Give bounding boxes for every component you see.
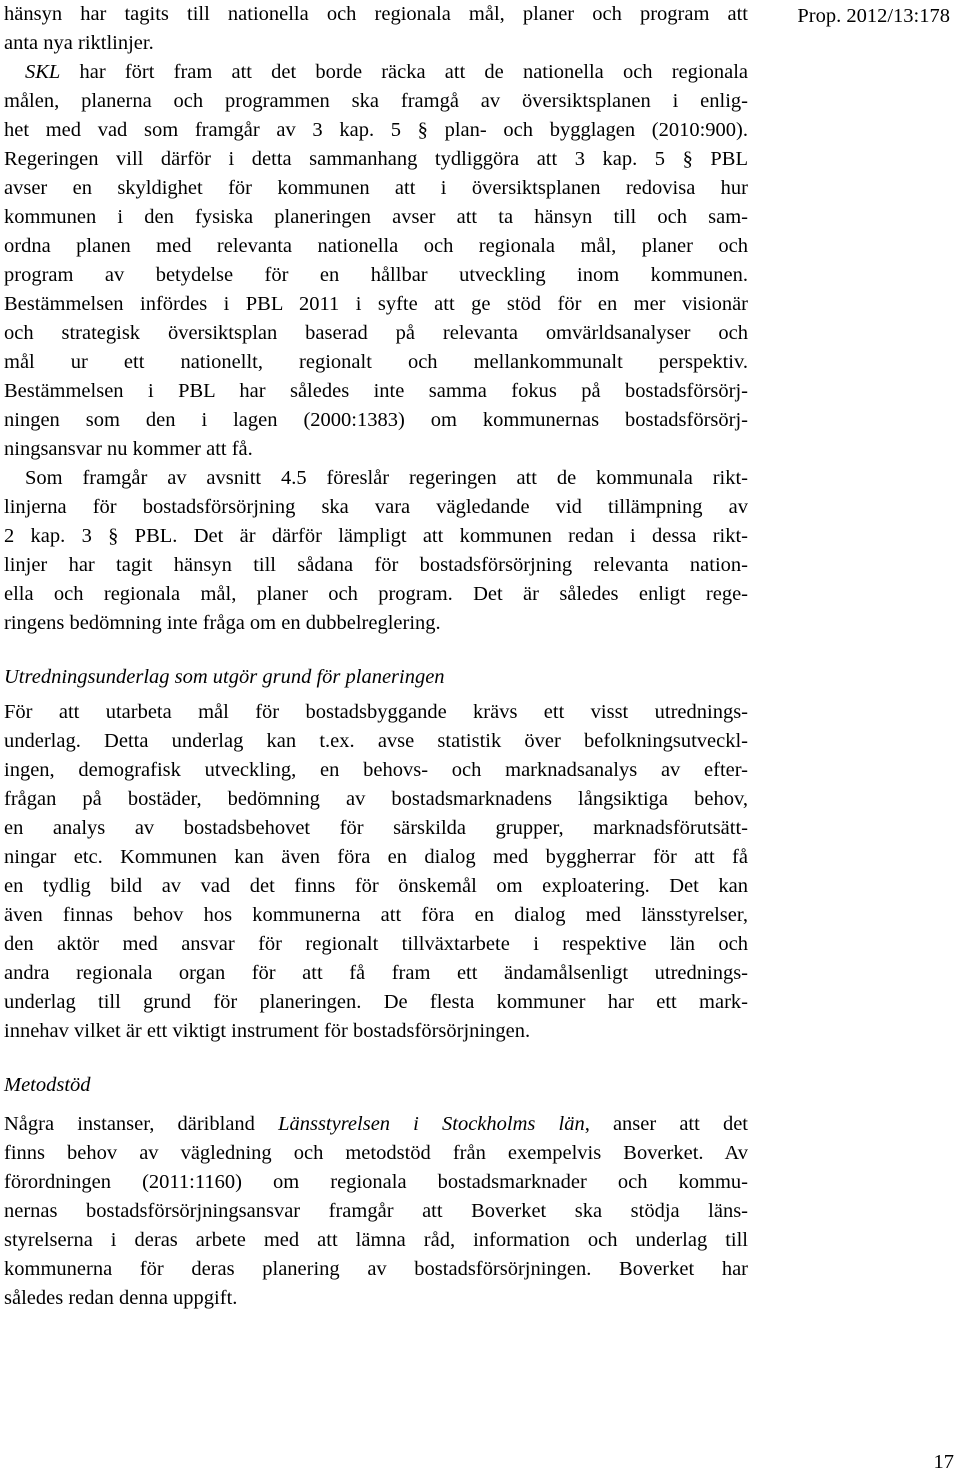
text-line: avser en skyldighet för kommunen att i översiktsplanen redovisa hur (4, 177, 748, 199)
text-line: mål ur ett nationellt, regionalt och mellankommunalt perspektiv. (4, 351, 748, 373)
text-line: ordna planen med relevanta nationella och regionala mål, planer och (4, 235, 748, 257)
text-line: Bestämmelsen infördes i PBL 2011 i syfte att ge stöd för en mer visionär (4, 293, 748, 315)
text-line: het med vad som framgår av 3 kap. 5 § plan- och bygglagen (2010:900). (4, 119, 748, 141)
paragraph-skl (4, 58, 748, 464)
text-line: ningar etc. Kommunen kan även föra en dialog med byggherrar för att få (4, 846, 748, 868)
section-utredningsunderlag (4, 663, 748, 1046)
section-heading: Utredningsunderlag som utgör grund för planeringen (4, 666, 445, 688)
text-line: Som framgår av avsnitt 4.5 föreslår regeringen att de kommunala rikt- (25, 467, 748, 489)
text-line: Regeringen vill därför i detta sammanhang tydliggöra att 3 kap. 5 § PBL (4, 148, 748, 170)
text-line: hänsyn har tagits till nationella och regionala mål, planer och program att (4, 3, 748, 25)
text-line: även finnas behov hos kommunerna att föra en dialog med länsstyrelser, (4, 904, 748, 926)
section-metodstod (4, 1071, 748, 1313)
page-number: 17 (933, 1451, 954, 1473)
text-line: andra regionala organ för att få fram ett ändamålsenligt utrednings- (4, 962, 748, 984)
text-fragment: , anser att det (584, 1113, 748, 1135)
text-line: linjer har tagit hänsyn till sådana för bostadsförsörjning relevanta nation- (4, 554, 748, 576)
organization-name: SKL (25, 61, 61, 83)
paragraph-continuation (4, 0, 748, 58)
text-fragment: Några instanser, däribland (4, 1113, 279, 1135)
text-line: Bestämmelsen i PBL har således inte samma fokus på bostadsförsörj- (4, 380, 748, 402)
text-line: ningsansvar nu kommer att få. (4, 438, 253, 460)
section-heading: Metodstöd (4, 1074, 91, 1096)
body-text-column (4, 0, 748, 1313)
text-line: För att utarbeta mål för bostadsbyggande krävs ett visst utrednings- (4, 701, 748, 723)
text-line: ingen, demografisk utveckling, en behovs- och marknadsanalys av efter- (4, 759, 748, 781)
text-line: frågan på bostäder, bedömning av bostadsmarknadens långsiktiga behov, (4, 788, 748, 810)
text-line: anta nya riktlinjer. (4, 32, 154, 54)
text-line: målen, planerna och programmen ska framgå av översiktsplanen i enlig- (4, 90, 748, 112)
text-fragment: har fört fram att det borde räcka att de nationella och regionala (60, 61, 748, 83)
text-line: nernas bostadsförsörjningsansvar framgår att Boverket ska stödja läns- (4, 1200, 748, 1222)
text-line: och strategisk översiktsplan baserad på relevanta omvärldsanalyser och (4, 322, 748, 344)
text-line: en analys av bostadsbehovet för särskilda grupper, marknadsförutsätt- (4, 817, 748, 839)
text-line: en tydlig bild av vad det finns för önskemål om exploatering. Det kan (4, 875, 748, 897)
text-line: kommunerna för deras planering av bostadsförsörjningen. Boverket har (4, 1258, 748, 1280)
proposition-reference: Prop. 2012/13:178 (797, 5, 950, 27)
text-line: underlag till grund för planeringen. De flesta kommuner har ett mark- (4, 991, 748, 1013)
text-line (4, 1110, 748, 1139)
text-line: ningen som den i lagen (2000:1383) om kommunernas bostadsförsörj- (4, 409, 748, 431)
text-line: linjerna för bostadsförsörjning ska vara vägledande vid tillämpning av (4, 496, 748, 518)
text-line: 2 kap. 3 § PBL. Det är därför lämpligt att kommunen redan i dessa rikt- (4, 525, 748, 547)
text-line: den aktör med ansvar för regionalt tillväxtarbete i respektive län och (4, 933, 748, 955)
text-line: kommunen i den fysiska planeringen avser att ta hänsyn till och sam- (4, 206, 748, 228)
paragraph-avsnitt (4, 464, 748, 638)
text-line (4, 58, 748, 87)
text-line: styrelserna i deras arbete med att lämna råd, information och underlag till (4, 1229, 748, 1251)
text-line: finns behov av vägledning och metodstöd från exempelvis Boverket. Av (4, 1142, 748, 1164)
text-line: underlag. Detta underlag kan t.ex. avse statistik över befolkningsutveckl- (4, 730, 748, 752)
text-line: således redan denna uppgift. (4, 1287, 238, 1309)
text-line: ringens bedömning inte fråga om en dubbelreglering. (4, 612, 441, 634)
authority-name: Länsstyrelsen i Stockholms län (278, 1113, 585, 1135)
text-line: förordningen (2011:1160) om regionala bostadsmarknader och kommu- (4, 1171, 748, 1193)
text-line: ella och regionala mål, planer och program. Det är således enligt rege- (4, 583, 748, 605)
text-line: program av betydelse för en hållbar utveckling inom kommunen. (4, 264, 748, 286)
text-line: innehav vilket är ett viktigt instrument för bostadsförsörjningen. (4, 1020, 531, 1042)
